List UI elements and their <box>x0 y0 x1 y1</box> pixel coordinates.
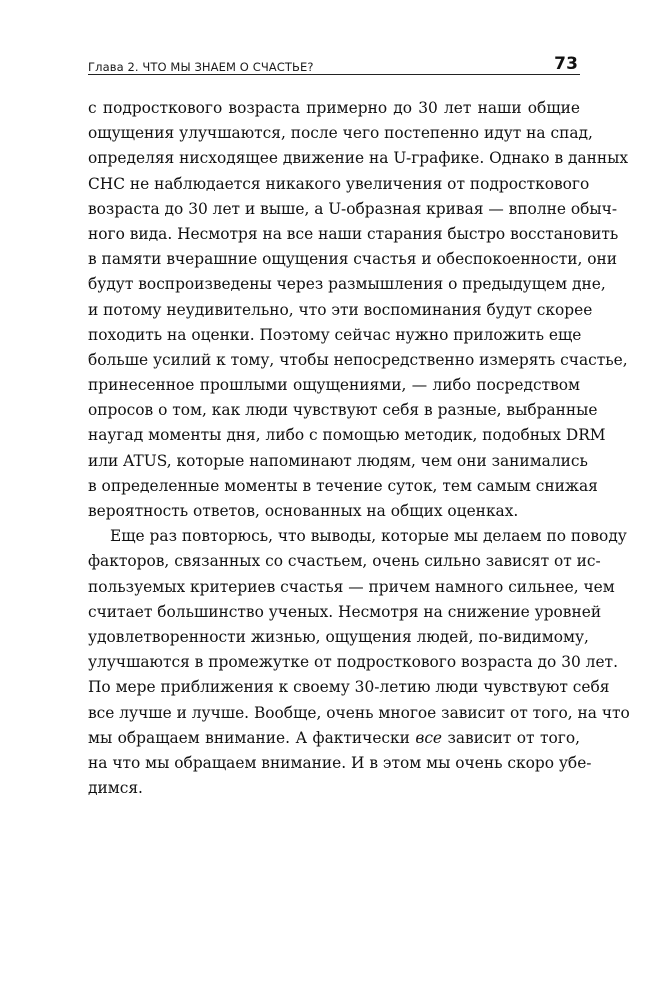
text-line: пользуемых критериев счастья — причем намного сильнее, чем <box>88 577 615 596</box>
text-line: в определенные моменты в течение суток, тем самым снижая <box>88 476 598 495</box>
running-head <box>88 55 578 75</box>
text-line: с подросткового возраста примерно до 30 лет наши общие <box>88 99 580 117</box>
text-line: в памяти вчерашние ощущения счастья и обеспокоенности, они <box>88 250 618 269</box>
body-text <box>88 96 630 801</box>
text-line: принесенное прошлыми ощущениями, — либо посредством <box>88 376 580 395</box>
text-line: опросов о том, как люди чувствуют себя в разные, выбранные <box>88 401 598 420</box>
emphasis: все <box>415 728 443 747</box>
text-line: и потому неудивительно, что эти воспоминания будут скорее <box>88 300 593 319</box>
paragraph-1 <box>88 96 629 524</box>
text-line-with-emphasis <box>88 726 580 751</box>
page-number: 73 <box>554 54 578 74</box>
paragraph-2 <box>88 524 630 801</box>
text-line: походить на оценки. Поэтому сейчас нужно приложить еще <box>88 325 582 344</box>
text-line: ощущения улучшаются, после чего постепенно идут на спад, <box>88 124 593 143</box>
text-line: или ATUS, которые напоминают людям, чем они занимались <box>88 451 588 470</box>
text-line: определяя нисходящее движение на U-графике. Однако в данных <box>88 149 629 168</box>
text-fragment: зависит от того, <box>442 728 580 747</box>
text-line: считает большинство ученых. Несмотря на снижение уровней <box>88 602 602 621</box>
text-line: СНС не наблюдается никакого увеличения от подросткового <box>88 174 590 193</box>
chapter-title: Глава 2. ЧТО МЫ ЗНАЕМ О СЧАСТЬЕ? <box>88 60 314 74</box>
text-line: Еще раз повторюсь, что выводы, которые мы делаем по поводу <box>110 527 627 546</box>
text-line: вероятность ответов, основанных на общих оценках. <box>88 502 519 520</box>
text-line: факторов, связанных со счастьем, очень сильно зависят от ис- <box>88 552 601 571</box>
header-rule <box>88 74 580 75</box>
text-line: По мере приближения к своему 30-летию люди чувствуют себя <box>88 678 610 697</box>
text-line: удовлетворенности жизнью, ощущения людей, по-видимому, <box>88 627 589 646</box>
text-line: возраста до 30 лет и выше, а U-образная кривая — вполне обыч- <box>88 199 618 218</box>
text-line: все лучше и лучше. Вообще, очень многое зависит от того, на что <box>88 703 630 722</box>
text-line: на что мы обращаем внимание. И в этом мы очень скоро убе- <box>88 753 592 772</box>
text-line: будут воспроизведены через размышления о предыдущем дне, <box>88 275 606 294</box>
text-fragment: мы обращаем внимание. А фактически <box>88 728 410 747</box>
text-line: димся. <box>88 779 143 798</box>
text-line: больше усилий к тому, чтобы непосредственно измерять счастье, <box>88 350 628 369</box>
text-line: наугад моменты дня, либо с помощью методик, подобных DRM <box>88 426 606 445</box>
text-line: ного вида. Несмотря на все наши старания быстро восстановить <box>88 224 619 243</box>
text-line: улучшаются в промежутке от подросткового возраста до 30 лет. <box>88 653 618 672</box>
